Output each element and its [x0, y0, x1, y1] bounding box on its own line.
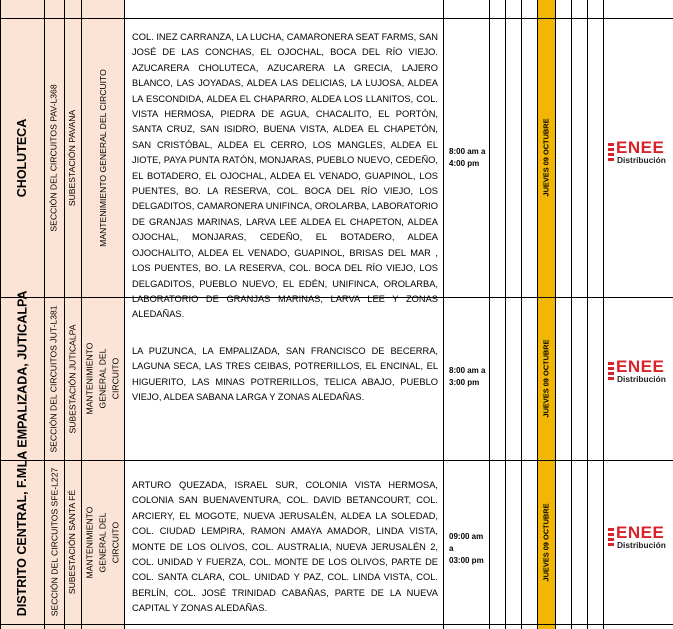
logo-mark-icon [608, 528, 614, 546]
schedule-time: 8:00 am a 3:00 pm [449, 366, 486, 387]
enee-logo: ENEE Distribución [608, 140, 673, 172]
section-cell: SECCIÓN DEL CIRCUITOS PAV-L368 [49, 83, 60, 232]
substation-cell: SUBESTACIÓN JUTICALPA [67, 323, 78, 434]
enee-logo: ENEE Distribución [608, 525, 673, 557]
city-cell: LA EMPALIZADA, JUTICALPA [15, 290, 29, 467]
date-cell: JUEVES 09 OCTUBRE [541, 339, 551, 418]
affected-areas: COL. INEZ CARRANZA, LA LUCHA, CAMARONERA SEAT FARMS, SAN JOSÉ DE LAS CONCHAS, EL OJOCHAL, BOCA DEL RÍO VIEJO. AZUCARERA CHOLUTECA, AZUCARERA LA GRECIA, LAJERO BLANCO, LAS JOYADAS, ALDEA LAS DELICIAS, LA LUJOSA, ALDEA LA ESCONDIDA, ALDEA EL CHAPARRO, ALDEA LOS LLANITOS, COL. VISTA HERMOSA, PIEDRA DE AGUA, CHACALITO, EL PORTÓN, SANTA CRUZ, SAN ISIDRO, BUENA VISTA, ALDEA EL CHAPETÓN, SAN CRISTÓBAL, ALDEA EL CERRO, LOS MANGLES, ALDEA EL JIOTE, PAYA PUNTA RATÓN, MONJARAS, PUEBLO NUEVO, CEDEÑO, EL BOTADERO, EL OJOCHAL, ALDEA EL VENADO, GUAPINOL, LOS PUENTES, BO. LA RESERVA, COL. BOCA DEL RÍO VIEJO, LOS DELGADITOS, CAMARONERA UNIFINCA, OROLARBA, LABORATORIO DE GRANJAS MARINAS, LARVA LEE ALDEA EL CHAPETON, ALDEA OJOCHAL, MONJARAS, CEDEÑO, EL BOTADERO, ALDEA OJOCHALITO, ALDEA EL VENADO, GUAPINOL, BRISAS DEL MAR , LOS PUENTES, BO. LA RESERVA, COL. BOCA DEL RÍO VIEJO, LOS DELGADITOS, PUEBLO NUEVO, EL EDÉN, UNIFINCA, OROLARBA, LABORATORIO DE GRANJAS MARINAS, LARVA LEE Y ZONAS ALEDAÑAS. [132, 32, 438, 320]
work-cell: MANTENIMIENTO GENERAL DEL CIRCUITO [84, 342, 120, 415]
city-cell: CHOLUTECA [15, 118, 29, 197]
substation-cell: SUBESTACIÓN PAVANA [67, 109, 78, 206]
affected-areas: ARTURO QUEZADA, ISRAEL SUR, COLONIA VISTA HERMOSA, COLONIA SAN BUENAVENTURA, COL. DAVID BETANCOURT, COL. ARCIERY, EL MOGOTE, NUEVA JERUSALÉN, ALDEA LA SOLEDAD, COL. CIUDAD LEMPIRA, RAMON AMAYA AMADOR, LINDA VISTA, MONTE DE LOS OLIVOS, COL. AUSTRALIA, NUEVA JERUSALÉN 2, COL. UNIDAD Y FUERZA, COL. MONTE DE LOS OLIVOS, PARTE DE COL. SANTA CLARA, COL. UNIDAD Y PAZ, COL. LINDA VISTA, COL. BERLÍN, COL. JOSÉ TRINIDAD CABAÑAS, PARTE DE LA NUEVA CAPITAL Y ZONAS ALEDAÑAS. [132, 480, 438, 614]
affected-areas: LA PUZUNCA, LA EMPALIZADA, SAN FRANCISCO DE BECERRA, LAGUNA SECA, LAS TRES CEIBAS, POTRERILLOS, EL ENCINAL, EL HIGUERITO, LAS MINAS POTRERILLOS, TELICA ABAJO, PUEBLO VIEJO, ALDEA SABANA LARGA Y ZONAS ALEDAÑAS. [132, 346, 438, 403]
enee-logo: ENEE Distribución [608, 359, 673, 391]
date-cell: JUEVES 09 OCTUBRE [541, 118, 551, 197]
work-cell: MANTENIMIENTO GENERAL DEL CIRCUITO [84, 506, 120, 578]
schedule-time: 8:00 am a 4:00 pm [449, 147, 486, 168]
section-cell: SECCIÓN DEL CIRCUITOS JUT-L381 [49, 304, 59, 453]
date-cell: JUEVES 09 OCTUBRE [541, 502, 551, 582]
work-cell: MANTENIMIENTO GENERAL DEL CIRCUITO [97, 68, 108, 247]
section-cell: SECCIÓN DEL CIRCUITOS SFE-L227 [49, 467, 59, 617]
substation-cell: SUBESTACIÓN SANTA FÉ [67, 489, 78, 595]
schedule-time: 09:00 am a 03:00 pm [449, 532, 484, 565]
city-cell: DISTRITO CENTRAL, F.M [15, 467, 30, 617]
logo-mark-icon [608, 362, 614, 380]
logo-mark-icon [608, 143, 614, 161]
